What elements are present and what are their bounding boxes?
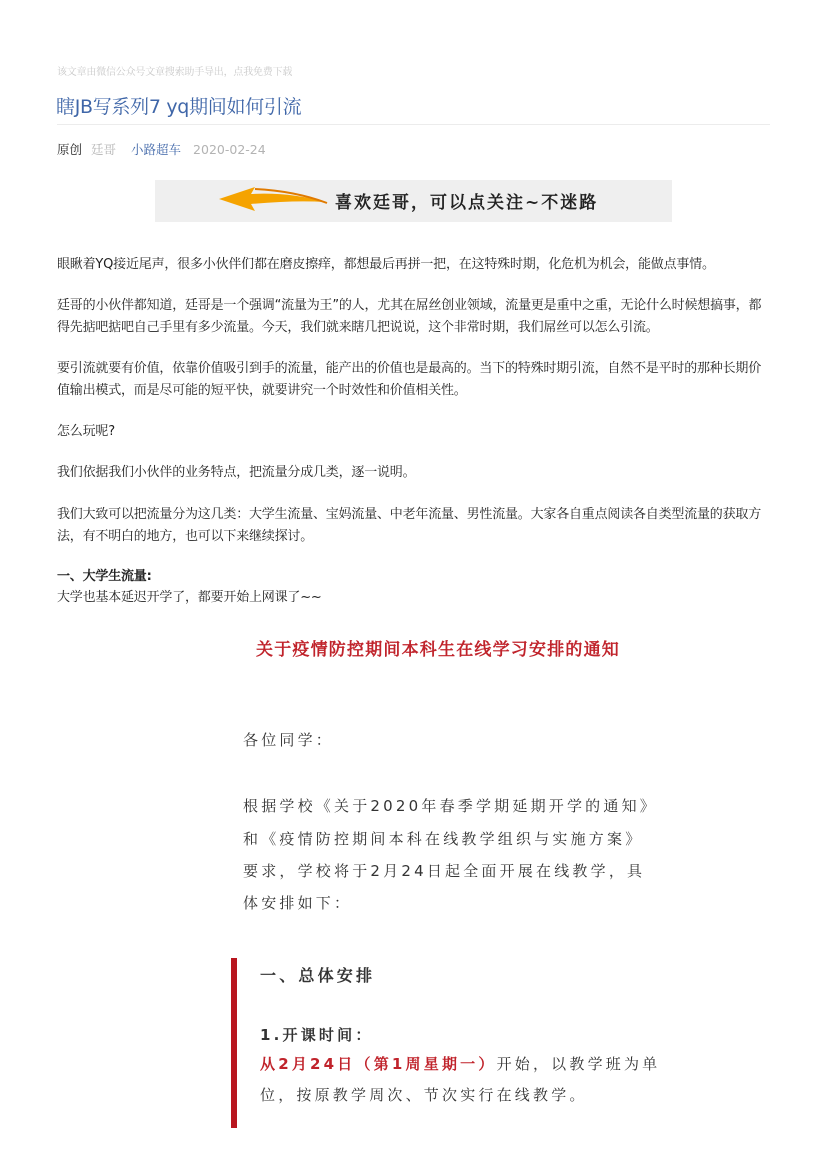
follow-banner bbox=[155, 180, 672, 222]
paragraph-3: 要引流就要有价值，依靠价值吸引到手的流量，能产出的价值也是最高的。当下的特殊时期引流，自然不是平时的那种长期价值输出模式，而是尽可能的短平快，就要讲究一个时效性和价值相关性。 bbox=[57, 361, 762, 398]
paragraph-5: 我们依据我们小伙伴的业务特点，把流量分成几类，逐一说明。 bbox=[57, 465, 416, 480]
publish-date: 2020-02-24 bbox=[193, 142, 266, 157]
export-notice[interactable]: 该文章由微信公众号文章搜索助手导出，点我免费下载 bbox=[57, 67, 293, 78]
banner-text: 喜欢廷哥，可以点关注~不迷路 bbox=[335, 193, 599, 213]
article-meta bbox=[57, 140, 266, 158]
section-heading-college: 一、大学生流量: bbox=[57, 569, 152, 584]
notice-highlight: 从2月24日（第1周星期一） bbox=[260, 1055, 497, 1073]
section-accent-bar bbox=[231, 958, 237, 1128]
section-text-college: 大学也基本延迟开学了，都要开始上网课了~~ bbox=[57, 590, 322, 605]
notice-title: 关于疫情防控期间本科生在线学习安排的通知 bbox=[256, 640, 620, 660]
notice-body-line: 根据学校《关于2020年春季学期延期开学的通知》 bbox=[243, 797, 658, 815]
notice-greeting: 各位同学： bbox=[243, 731, 335, 749]
notice-item-line bbox=[260, 1053, 661, 1074]
arrow-icon bbox=[215, 182, 335, 222]
paragraph-4: 怎么玩呢? bbox=[57, 424, 115, 439]
original-label: 原创 bbox=[57, 142, 83, 157]
notice-body-line: 要求，学校将于2月24日起全面开展在线教学，具 bbox=[243, 862, 646, 880]
notice-item-line: 位，按原教学周次、节次实行在线教学。 bbox=[260, 1086, 588, 1104]
paragraph-6: 我们大致可以把流量分为这几类：大学生流量、宝妈流量、中老年流量、男性流量。大家各自重点阅读各自类型流量的获取方法，有不明白的地方，也可以下来继续探讨。 bbox=[57, 507, 762, 544]
author-name: 廷哥 bbox=[91, 142, 117, 157]
notice-section-heading: 一、总体安排 bbox=[260, 966, 376, 985]
notice-body-line: 体安排如下： bbox=[243, 894, 353, 912]
notice-body-line: 和《疫情防控期间本科在线教学组织与实施方案》 bbox=[243, 830, 644, 848]
notice-item-rest: 开始，以教学班为单 bbox=[496, 1055, 661, 1073]
account-link[interactable]: 小路超车 bbox=[131, 142, 182, 157]
paragraph-1: 眼瞅着YQ接近尾声，很多小伙伴们都在磨皮擦痒，都想最后再拼一把，在这特殊时期，化危机为机会，能做点事情。 bbox=[57, 257, 715, 272]
title-divider bbox=[57, 124, 770, 125]
article-title: 瞎JB写系列7 yq期间如何引流 bbox=[56, 96, 302, 118]
paragraph-2: 廷哥的小伙伴都知道，廷哥是一个强调“流量为王”的人，尤其在屌丝创业领域，流量更是重中之重，无论什么时候想搞事，都得先掂吧掂吧自己手里有多少流量。今天，我们就来瞎几把说说，这个非常时期，我们屌丝可以怎么引流。 bbox=[57, 298, 762, 335]
notice-item-heading: 1.开课时间： bbox=[260, 1026, 374, 1044]
